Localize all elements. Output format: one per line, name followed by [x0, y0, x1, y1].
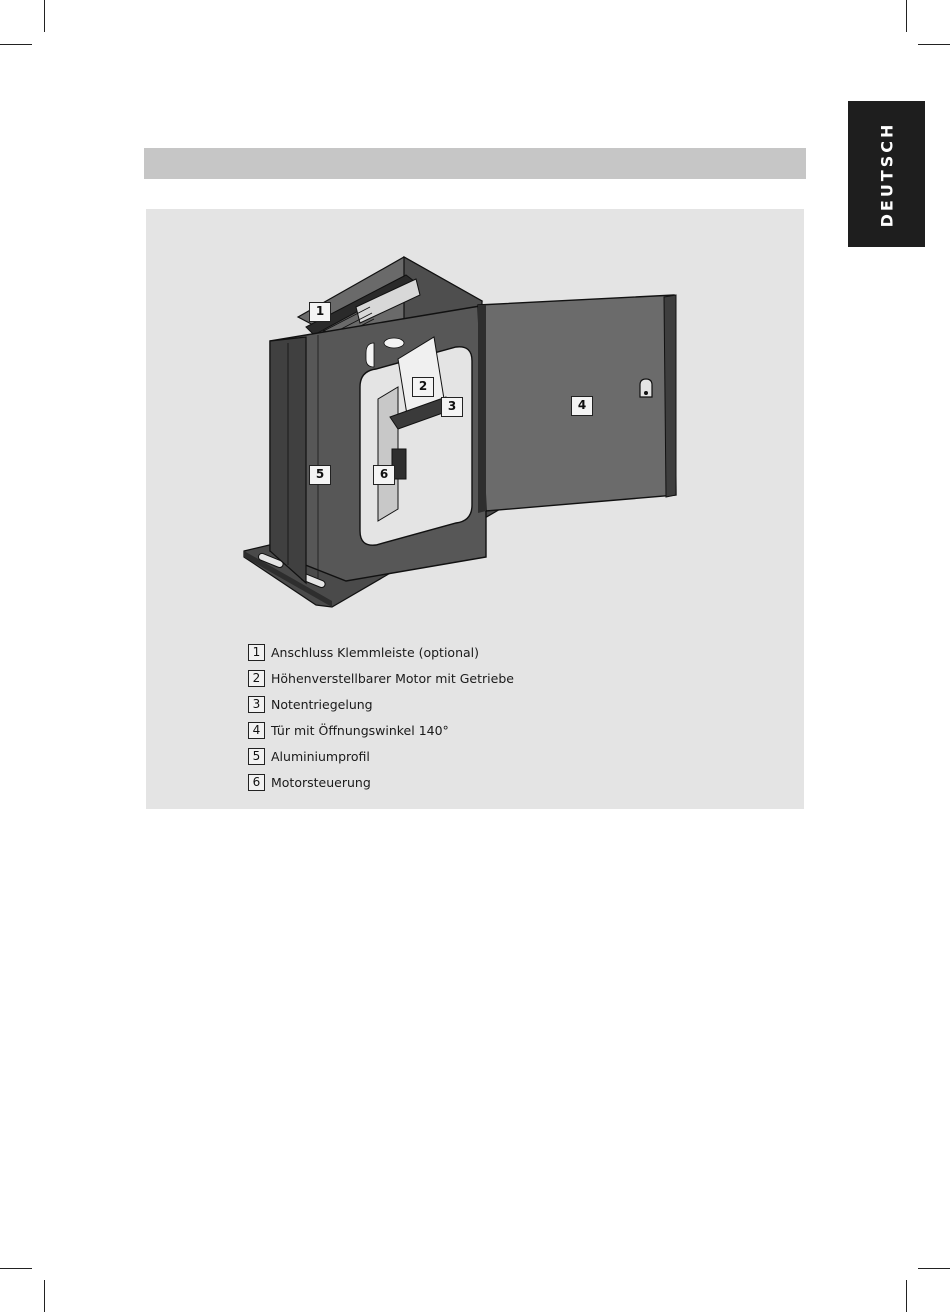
legend-text: Motorsteuerung — [271, 774, 371, 790]
crop-mark-bottom-right-h — [918, 1268, 950, 1269]
language-tab-label: DEUTSCH — [877, 121, 896, 227]
legend-text: Höhenverstellbarer Motor mit Getriebe — [271, 670, 514, 686]
callout-6: 6 — [373, 465, 395, 485]
legend-item — [248, 772, 371, 792]
legend-number: 3 — [248, 696, 265, 713]
legend-number: 6 — [248, 774, 265, 791]
legend-number: 4 — [248, 722, 265, 739]
enclosure-illustration — [146, 209, 804, 629]
callout-5: 5 — [309, 465, 331, 485]
legend-text: Aluminiumprofil — [271, 748, 370, 764]
crop-mark-bottom-left-h — [0, 1268, 32, 1269]
figure-panel — [146, 209, 804, 809]
legend-item — [248, 668, 514, 688]
legend-item — [248, 642, 479, 662]
legend-text: Anschluss Klemmleiste (optional) — [271, 644, 480, 660]
crop-mark-bottom-left-v — [44, 1280, 45, 1312]
callout-2: 2 — [412, 377, 434, 397]
legend-text: Notentriegelung — [271, 696, 373, 712]
legend-number: 5 — [248, 748, 265, 765]
callout-1: 1 — [309, 302, 331, 322]
callout-4: 4 — [571, 396, 593, 416]
crop-mark-bottom-right-v — [906, 1280, 907, 1312]
legend-number: 2 — [248, 670, 265, 687]
section-header-bar — [144, 148, 806, 179]
legend-text: Tür mit Öffnungswinkel 140° — [271, 722, 449, 738]
legend-item — [248, 746, 370, 766]
language-tab — [848, 101, 925, 247]
legend-item — [248, 694, 373, 714]
legend-number: 1 — [248, 644, 265, 661]
crop-mark-top-right-v — [906, 0, 907, 32]
crop-mark-top-right-h — [918, 44, 950, 45]
crop-mark-top-left-h — [0, 44, 32, 45]
legend-item — [248, 720, 449, 740]
crop-mark-top-left-v — [44, 0, 45, 32]
callout-3: 3 — [441, 397, 463, 417]
